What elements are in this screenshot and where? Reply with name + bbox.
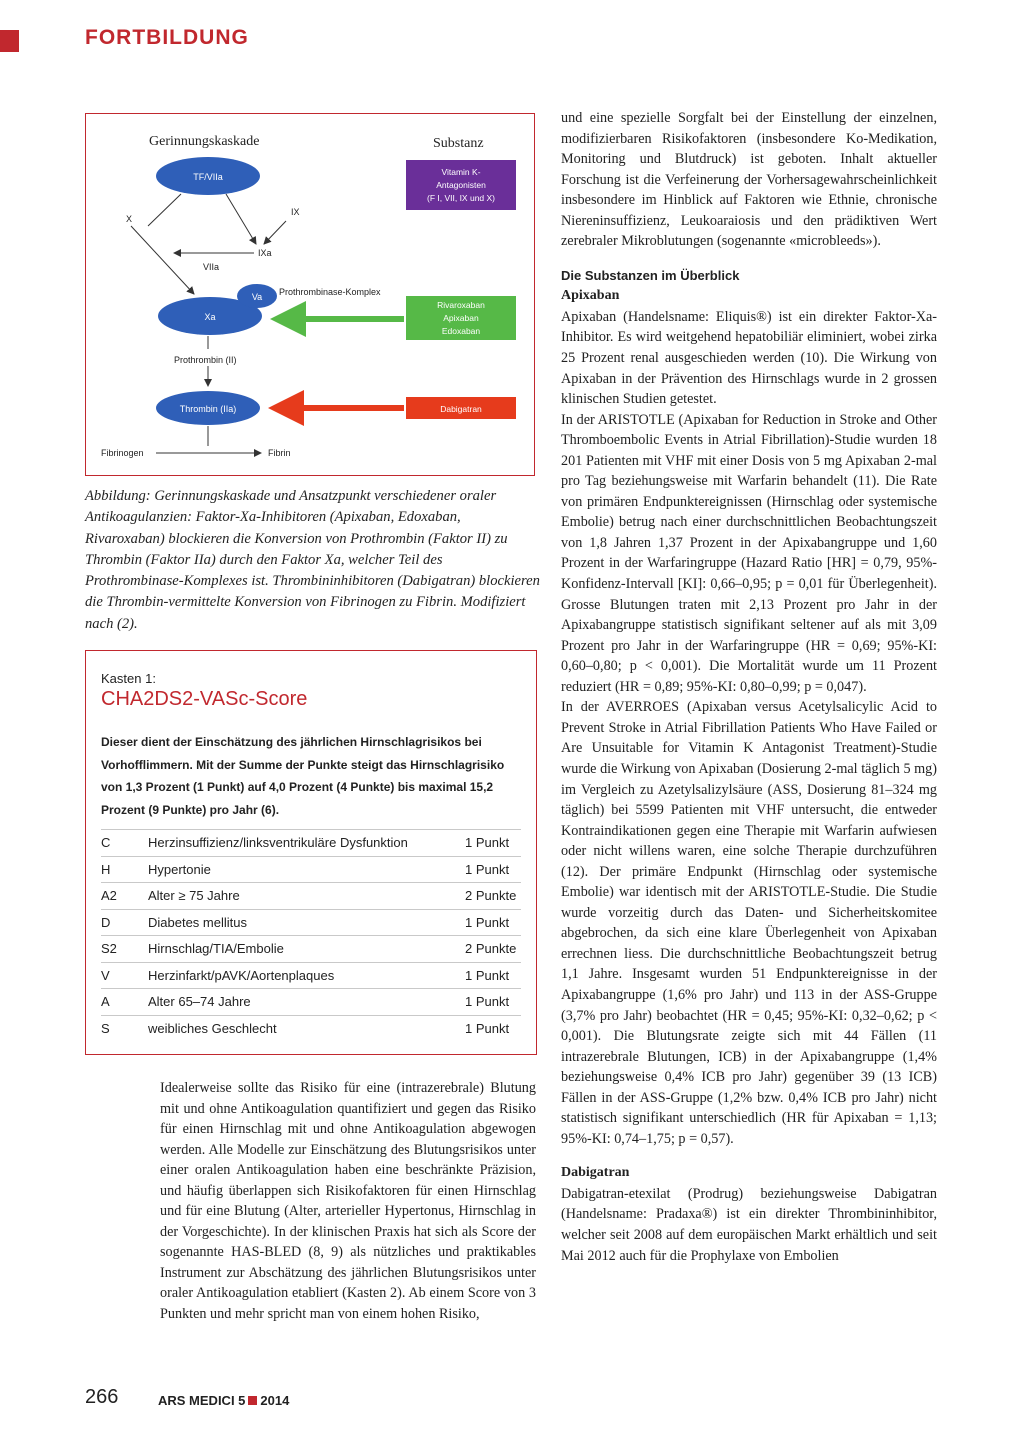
table-row xyxy=(101,936,521,963)
label-ix: IX xyxy=(291,207,300,217)
node-xa-label: Xa xyxy=(204,312,216,322)
drug-vka-line3: (F I, VII, IX und X) xyxy=(426,193,496,203)
label-fibrin: Fibrin xyxy=(268,448,291,458)
section-heading: Die Substanzen im Überblick xyxy=(561,267,740,283)
section-title: FORTBILDUNG xyxy=(85,26,249,49)
score-criterion: weibliches Geschlecht xyxy=(148,1020,277,1036)
paragraph: Dabigatran-etexilat (Prodrug) beziehungsweise Dabigatran (Handelsname: Pradaxa®) ist ein direkter Thrombininhibitor, welcher seit 2008 auf dem europäischen Markt erhältlich und seit Mai 2012 auch für die Prophylaxe von Embolien xyxy=(561,1185,937,1264)
figure-title-right: Substanz xyxy=(433,136,484,151)
score-criterion: Hypertonie xyxy=(148,856,465,883)
drug-xa-line3: Edoxaban xyxy=(441,326,481,336)
label-fibrinogen: Fibrinogen xyxy=(101,448,144,458)
score-points: 1 Punkt xyxy=(465,830,521,857)
score-points: 1 Punkt xyxy=(465,856,521,883)
label-prothrombinase: Prothrombinase-Komplex xyxy=(279,287,381,297)
subsection-heading-apixaban: Apixaban xyxy=(561,288,620,304)
score-criterion: Diabetes mellitus xyxy=(148,909,465,936)
score-table xyxy=(101,829,521,1041)
box-cha2ds2-vasc xyxy=(85,650,537,1055)
left-body-text xyxy=(160,1078,536,1325)
score-points: 1 Punkt xyxy=(465,962,521,989)
drug-dabigatran-label: Dabigatran xyxy=(440,404,482,414)
score-letter: H xyxy=(101,856,148,883)
score-points: 1 Punkt xyxy=(465,989,521,1016)
figure-title-left: Gerinnungskaskade xyxy=(149,134,260,149)
label-prothrombin: Prothrombin (II) xyxy=(174,355,237,365)
node-thrombin-label: Thrombin (IIa) xyxy=(179,404,237,414)
drug-xa-line2: Apixaban xyxy=(443,313,479,323)
table-row xyxy=(101,962,521,989)
page-number: 266 xyxy=(85,1386,119,1408)
score-criterion: Alter ≥ 75 Jahre xyxy=(148,883,465,910)
score-points: 1 Punkt xyxy=(465,909,521,936)
score-letter: S2 xyxy=(101,936,148,963)
drug-xa-line1: Rivaroxaban xyxy=(437,300,485,310)
score-points: 1 Punkt xyxy=(465,1020,510,1036)
box-title: CHA2DS2-VASc-Score xyxy=(101,688,308,710)
node-tf-label: TF/VIIa xyxy=(193,172,223,182)
journal-name: ARS MEDICI 5 xyxy=(158,1393,246,1408)
figure-caption: Abbildung: Gerinnungskaskade und Ansatzpunkt verschiedener oraler Antikoagulanzien: Faktor-Xa-Inhibitoren (Apixaban, Edoxaban, Rivaroxaban) blockieren die Konversion von Prothrombin (Faktor II) zu Thrombin (Faktor IIa) durch den Faktor Xa, welcher Teil des Prothrombinase-Komplexes ist. Thrombininhibitoren (Dabigatran) blockieren die Thrombin-vermittelte Konversion von Fibrinogen zu Fibrin. Modifiziert nach (2). xyxy=(85,488,540,632)
score-letter: A2 xyxy=(101,883,148,910)
paragraph: In der ARISTOTLE (Apixaban for Reduction in Stroke and Other Thromboembolic Events in Atrial Fibrillation)-Studie wurden 18 201 Patienten mit VHF mit einer Dosis von 5 mg Apixaban 2-mal pro Tag beziehungsweise mit Warfarin behandelt (11). Die Rate von primären Endpunktereignissen (Hirnschlag oder systemische Embolie) betrug nach einer durchschnittlichen Beobachtungszeit von 1,8 Jahren 1,37 Prozent in der Apixabangruppe und 1,60 Prozent in der Warfaringruppe (Hazard Ratio [HR] = 0,79, 95%-Konfidenz-Intervall [KI]: 0,66–0,95; p = 0,01 für Überlegenheit). Grosse Blutungen traten mit 2,13 Prozent pro Jahr in der Apixabangruppe statistisch signifikant seltener auf als mit 3,09 Prozent pro Jahr in der Warfaringruppe (HR = 0,69; 95%-KI: 0,60–0,80; p < 0,001). Die Mortalität wurde um 11 Prozent reduziert (HR = 0,89; 95%-KI: 0,80–0,99; p = 0,047). xyxy=(561,411,937,695)
arrow-tf-ixa xyxy=(226,194,256,244)
node-va-label: Va xyxy=(251,292,263,302)
score-letter: V xyxy=(101,962,148,989)
label-x: X xyxy=(126,214,133,224)
journal-year: 2014 xyxy=(260,1393,290,1408)
score-criterion: Herzinfarkt/pAVK/Aortenplaques xyxy=(148,962,465,989)
score-letter: C xyxy=(101,830,148,857)
arrow-ix-ixa xyxy=(264,221,286,244)
arrow-x-xa xyxy=(131,226,194,294)
paragraph: Idealerweise sollte das Risiko für eine (intrazerebrale) Blutung mit und ohne Antikoagulation quantifiziert und gegen das Risiko für einen Hirnschlag mit und ohne Antikoagulation abgewogen werden. Alle Modelle zur Einschätzung des Blutungsrisikos unter einer oralen Antikoagulation haben eine beschränkte Präzision, und häufig überlappen sich Risikofaktoren für einen Hirnschlag und für eine Blutung (Alter, arterieller Hypertonus, Hirnschlag in der Vorgeschichte). In der klinischen Praxis hat sich als Score der sogenannte HAS-BLED (8, 9) als nützliches und praktikables Instrument zur Abschätzung des jährlichen Blutungsrisikos unter oraler Antikoagulation etabliert (Kasten 2). Ab einem Score von 3 Punkten und mehr spricht man von einem hohen Risiko, xyxy=(160,1080,536,1323)
table-row xyxy=(101,830,521,857)
journal-footer xyxy=(158,1393,289,1408)
section-marker xyxy=(0,30,19,52)
table-row xyxy=(101,1015,521,1041)
drug-vka-line1: Vitamin K- xyxy=(441,167,481,177)
drug-vka-line2: Antagonisten xyxy=(436,180,486,190)
label-viia: VIIa xyxy=(203,262,220,272)
paragraph: Apixaban (Handelsname: Eliquis®) ist ein direkter Faktor-Xa-Inhibitor. Es wird weitgehend hepatobiliär eliminiert, wobei zirka 25 Prozent renal ausgeschieden werden (10). Die Wirkung von Apixaban in der Prävention des Hirnschlags wurde in 2 grossen klinischen Studien getestet. xyxy=(561,308,937,408)
score-letter: A xyxy=(101,989,148,1016)
label-ixa: IXa xyxy=(258,248,272,258)
score-letter: D xyxy=(101,909,148,936)
table-row xyxy=(101,909,521,936)
coagulation-figure xyxy=(85,113,535,476)
score-criterion: Herzinsuffizienz/linksventrikuläre Dysfunktion xyxy=(148,830,465,857)
table-row xyxy=(101,883,521,910)
table-row xyxy=(101,856,521,883)
right-column xyxy=(561,108,937,1266)
box-intro: Dieser dient der Einschätzung des jährlichen Hirnschlagrisikos bei Vorhofflimmern. Mit der Summe der Punkte steigt das Hirnschlagrisiko von 1,3 Prozent (1 Punkt) auf 4,0 Prozent (4 Punkte) bis maximal 15,2 Prozent (9 Punkte) pro Jahr (6). xyxy=(101,735,505,817)
paragraph: In der AVERROES (Apixaban versus Acetylsalicylic Acid to Prevent Stroke in Atrial Fibrillation Patients Who Have Failed or Are Unsuitable for Vitamin K Antagonist Treatment)-Studie wurde die Wirkung von Apixaban (Dosierung 2-mal täglich 5 mg) im Vergleich zu Azetylsalizylsäure (ASS, Dosierung 81–324 mg täglich) bei 5599 Patienten mit VHF untersucht, die entweder Kontraindikationen gegen eine Therapie mit Warfarin aufwiesen oder nicht willens waren, eine solche Therapie durchzuführen (12). Der primäre Endpunkt (Hirnschlag oder systemische Embolie) war identisch mit der ARISTOTLE-Studie. Die Studie wurde vorzeitig durch das Daten- und Sicherheitskomitee abgebrochen, da sich eine klare Überlegenheit von Apixaban errechnen liess. Die durchschnittliche Beobachtungszeit betrug 1,1 Jahre. Insgesamt wurden 51 Endpunktereignisse in der Apixabangruppe (1,6% pro Jahr) und 113 in der ASS-Gruppe (3,7% pro Jahr) beobachtet (HR = 0,45; 95%-KI: 0,32–0,62; p < 0,001). Die Blutungsrate zeigte sich mit 44 Fällen (11 intrazerebrale Blutungen, ICB) in der Apixabangruppe (1,4% beziehungsweise 0,4% ICB pro Jahr) gegenüber 39 (13 ICB) Fällen in der ASS-Gruppe (1,2% bzw. 0,4% ICB pro Jahr) nicht statistisch signifikant unterschiedlich (HR für Apixaban = 1,13; 95%-KI: 0,74–1,75; p = 0,57). xyxy=(561,699,937,1147)
footer-square-icon xyxy=(248,1396,257,1405)
subsection-heading-dabigatran: Dabigatran xyxy=(561,1165,630,1181)
table-row xyxy=(101,989,521,1016)
paragraph: und eine spezielle Sorgfalt bei der Einstellung der einzelnen, modifizierbaren Risikofaktoren (insbesondere Ko-Medikation, Monitoring und Blutdruck) ist geboten. Inhalt aktueller Forschung ist die Verfeinerung der Vorhersagewahrscheinlichkeit insbesondere im Hinblick auf Faktoren wie Ethnie, chronische Niereninsuffizienz, Leukoaraiosis und den prädiktiven Wert zerebraler Mikroblutungen (sogenannte «microbleeds»). xyxy=(561,110,937,250)
coagulation-diagram xyxy=(86,114,536,477)
arrow-tf-x xyxy=(148,194,181,226)
score-points: 2 Punkte xyxy=(465,936,521,963)
score-criterion: Alter 65–74 Jahre xyxy=(148,989,465,1016)
box-label: Kasten 1: xyxy=(101,671,156,686)
score-letter: S xyxy=(101,1020,110,1036)
score-criterion: Hirnschlag/TIA/Embolie xyxy=(148,936,465,963)
score-points: 2 Punkte xyxy=(465,883,521,910)
